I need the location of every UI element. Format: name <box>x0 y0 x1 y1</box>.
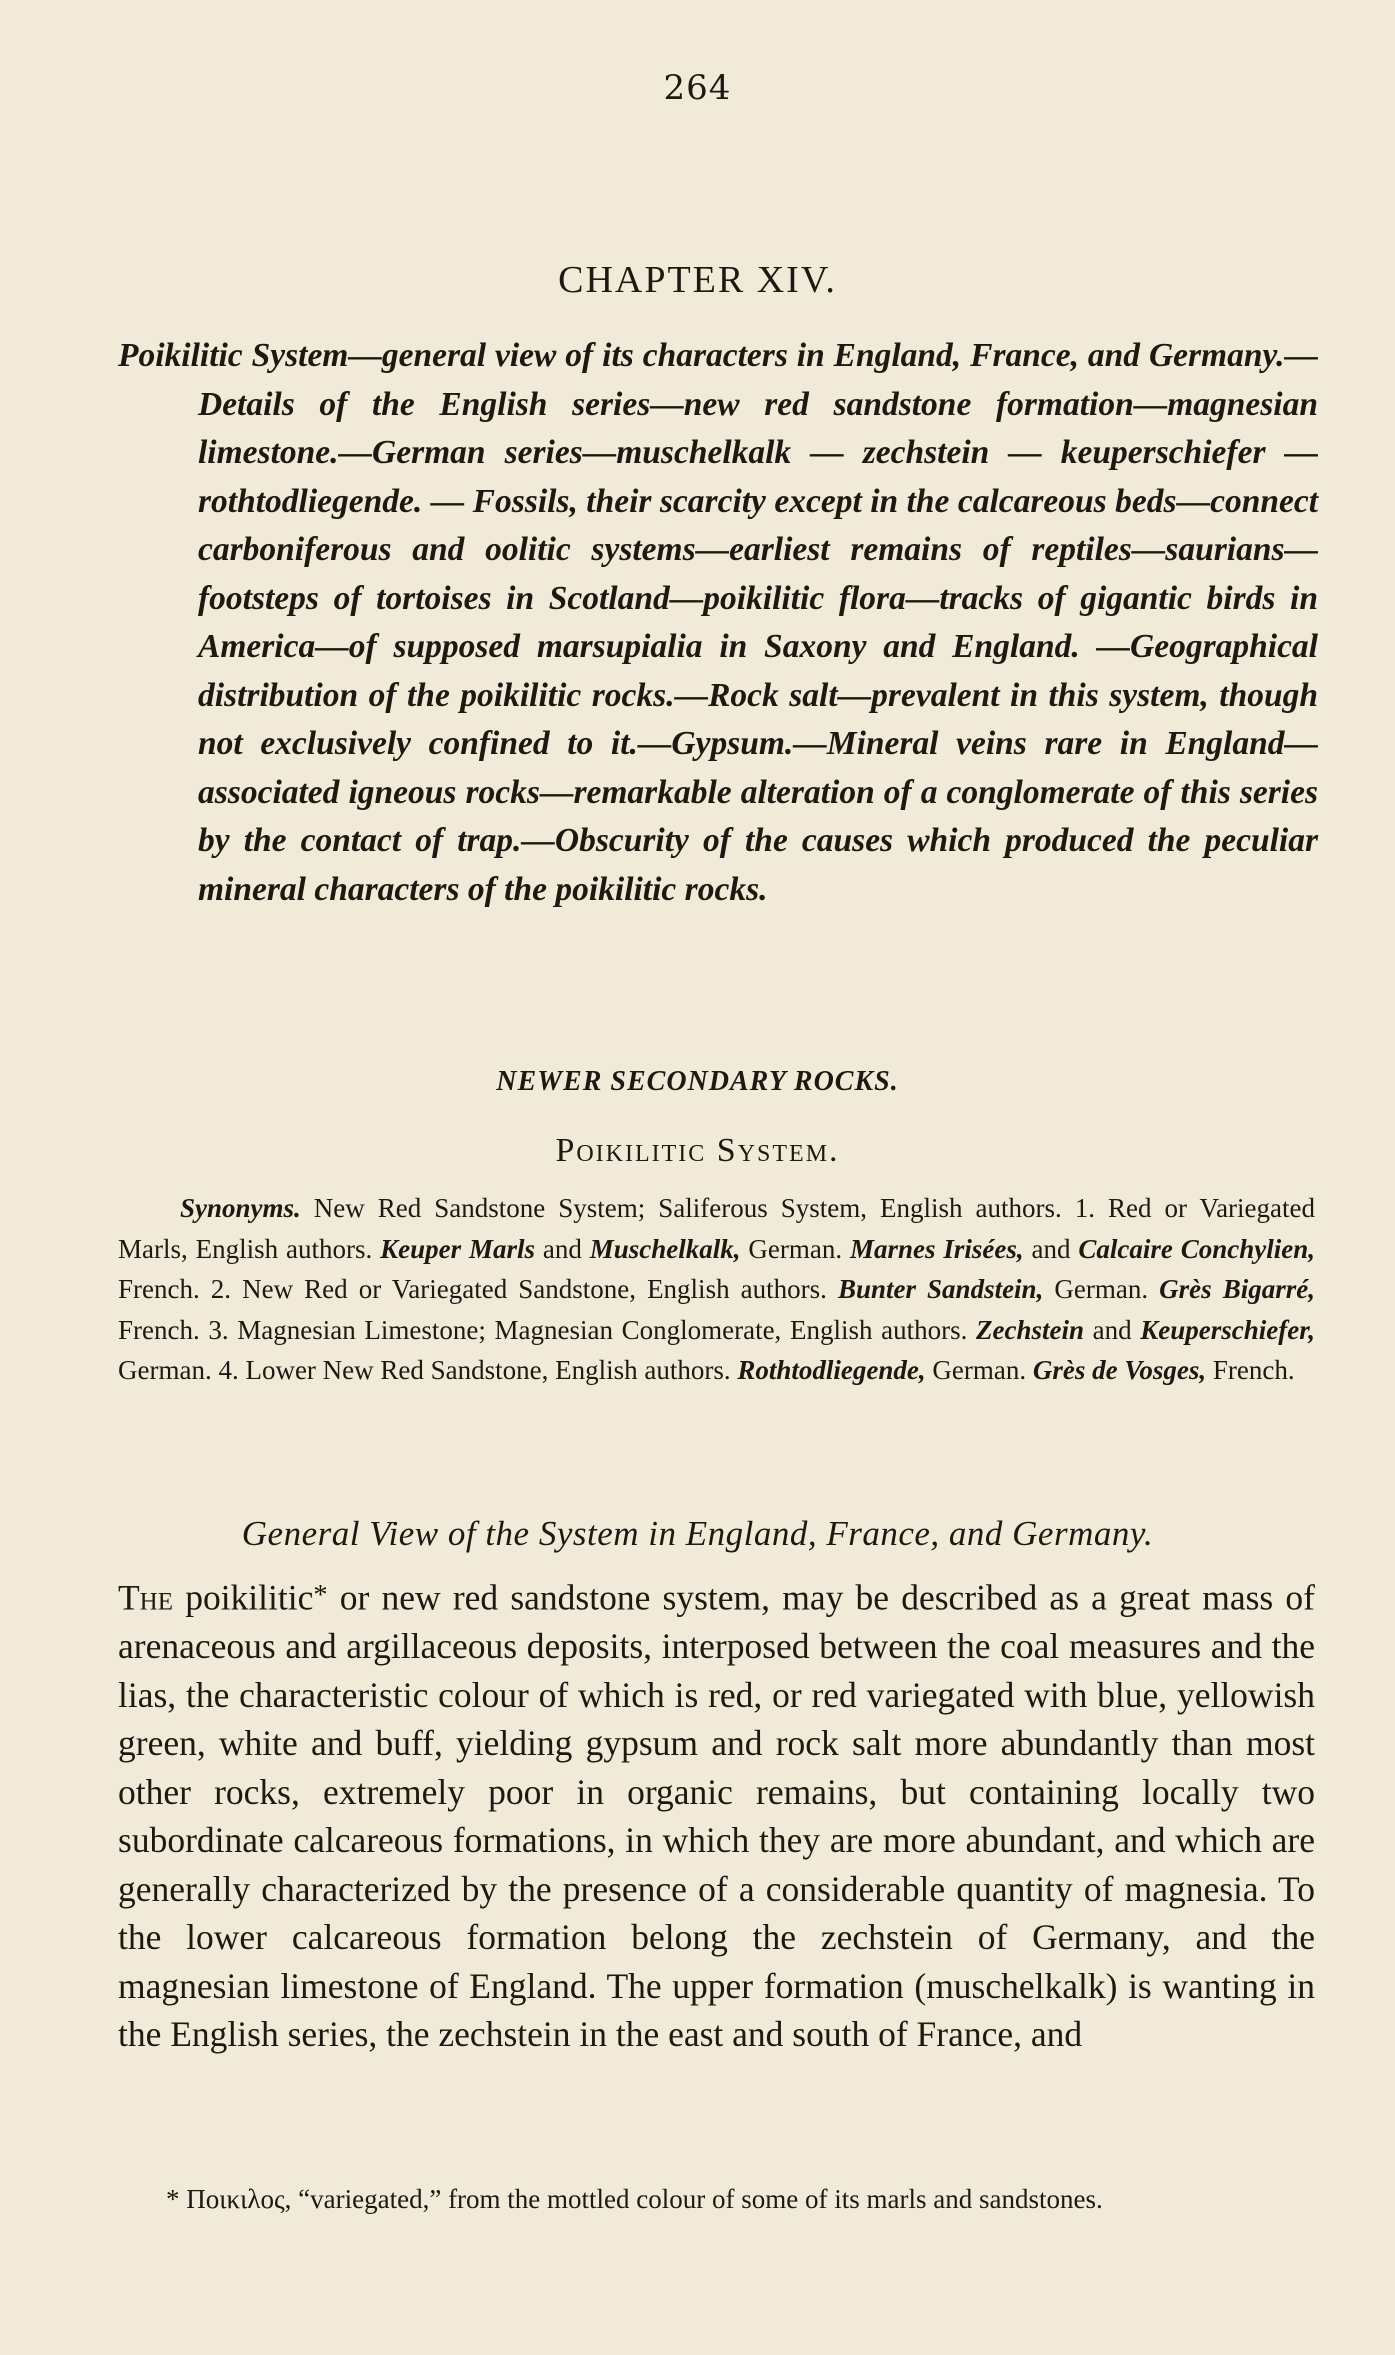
synonyms-text: and <box>1023 1233 1079 1264</box>
synonym-term: Grès de Vosges, <box>1032 1355 1207 1385</box>
lead-word: The <box>118 1577 174 1618</box>
synonym-term: Zechstein <box>975 1314 1084 1345</box>
synonym-term: Muschelkalk, <box>589 1233 741 1264</box>
synonym-term: Grès Bigarré, <box>1159 1274 1315 1304</box>
body-text: or new red sandstone system, may be described as a great mass of arenaceous and argillaceous deposits, interposed between the coal measures and the lias, the characteristic colour of which is red, or red variegated with blue, yellowish green, white and buff, yielding gypsum and rock salt more abundantly than most other rocks, extremely poor in organic remains, but containing locally two subordinate calcareous formations, in which they are more abundant, and which are generally characterized by the presence of a considerable quantity of magnesia. To the lower calcareous formation belong the zechstein of Germany, and the magnesian limestone of England. The upper formation (muschelkalk) is wanting in the English series, the zechstein in the east and south of France, and <box>118 1577 1315 2055</box>
section-heading: NEWER SECONDARY ROCKS. <box>496 1066 899 1097</box>
synonyms-text: German. <box>740 1233 850 1264</box>
synonyms-text: German. 4. Lower New Red Sandstone, English authors. <box>118 1355 738 1385</box>
synonyms-text: and <box>535 1233 590 1264</box>
synonyms-label: Synonyms. <box>180 1193 301 1223</box>
synonym-term: Rothtodliegende, <box>737 1355 926 1385</box>
synonym-term: Keuperschiefer, <box>1140 1314 1316 1345</box>
synonym-term: Calcaire Conchylien, <box>1078 1233 1316 1264</box>
system-heading: Poikilitic System. <box>555 1132 840 1169</box>
synonym-term: Bunter Sandstein, <box>837 1274 1044 1304</box>
synonyms-text: New Red Sandstone System; Saliferous System, English authors. 1. Red or Variegated Marls, English authors. <box>118 1193 1315 1264</box>
synonyms-text: and <box>1083 1314 1141 1345</box>
body-text: poikilitic <box>173 1577 314 1618</box>
synonym-term: Keuper Marls <box>380 1233 536 1264</box>
synonyms-paragraph <box>118 1188 1315 1391</box>
synonyms-text: French. 3. Magnesian Limestone; Magnesian Conglomerate, English authors. <box>118 1314 976 1345</box>
footnote <box>118 2180 1315 2218</box>
general-view-heading: General View of the System in England, France, and Germany. <box>241 1514 1154 1553</box>
footnote-mark: * <box>166 2184 180 2214</box>
chapter-title: CHAPTER XIV. <box>558 259 837 301</box>
body-paragraph <box>118 1572 1315 2059</box>
footnote-text: “variegated,” from the mottled colour of some of its marls and sandstones. <box>291 2184 1103 2214</box>
footnote-greek-word: Ποικιλος, <box>186 2184 292 2214</box>
page-number: 264 <box>663 68 732 108</box>
synonyms-text: German. <box>1043 1274 1160 1304</box>
footnote-reference[interactable]: * <box>313 1580 328 1611</box>
chapter-summary: Poikilitic System—general view of its characters in England, France, and Germany.—Details of the English series—new red sandstone formation—magnesian limestone.—German series—muschelkalk — zechstein — keuperschiefer — rothtodliegende. — Fossils, their scarcity except in the calcareous beds—connect carboniferous and oolitic systems—earliest remains of reptiles—saurians—footsteps of tortoises in Scotland—poikilitic flora—tracks of gigantic birds in America—of supposed marsupialia in Saxony and England. —Geographical distribution of the poikilitic rocks.—Rock salt—prevalent in this system, though not exclusively confined to it.—Gypsum.—Mineral veins rare in England—associated igneous rocks—remarkable alteration of a conglomerate of this series by the contact of trap.—Obscurity of the causes which produced the peculiar mineral characters of the poikilitic rocks. <box>118 337 1318 908</box>
synonyms-text: German. <box>925 1355 1033 1385</box>
synonym-term: Marnes Irisées, <box>850 1233 1024 1264</box>
synonyms-text: French. 2. New Red or Variegated Sandstone, English authors. <box>118 1274 838 1304</box>
synonyms-text: French. <box>1206 1355 1295 1385</box>
